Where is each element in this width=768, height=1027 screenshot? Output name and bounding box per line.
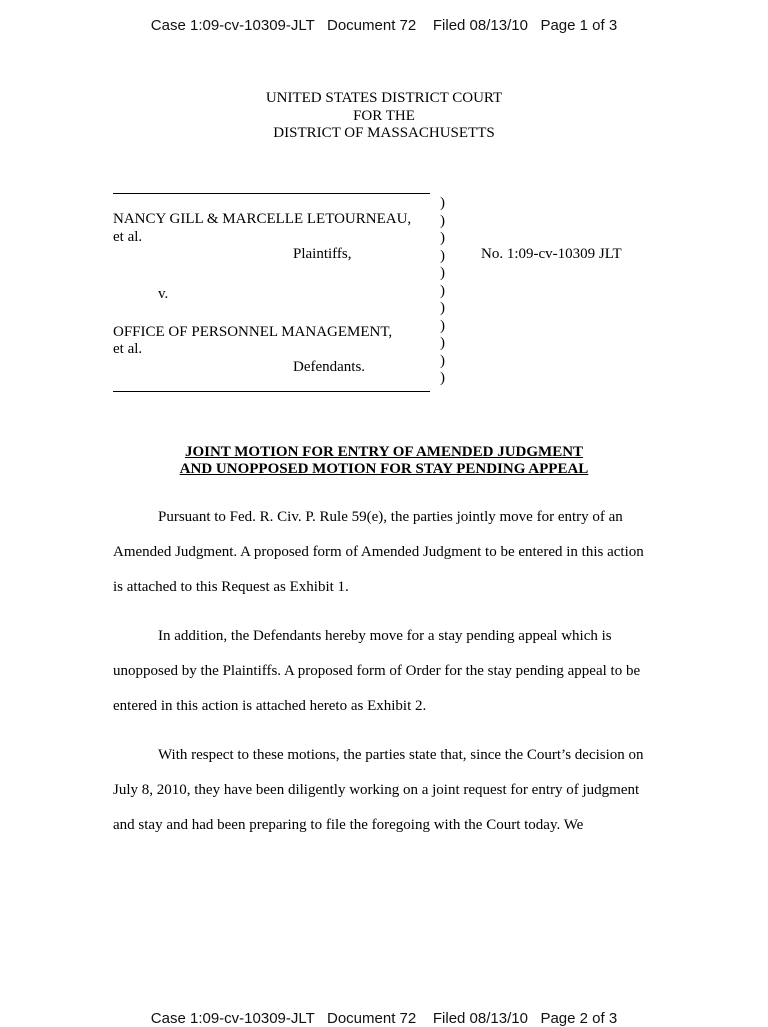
paragraph-line: With respect to these motions, the parties state that, since the Court’s decision on bbox=[158, 747, 644, 763]
paren: ) bbox=[440, 265, 445, 281]
versus: v. bbox=[158, 286, 169, 302]
paragraph-line: and stay and had been preparing to file the foregoing with the Court today. We bbox=[113, 817, 584, 833]
defendants-names: OFFICE OF PERSONNEL MANAGEMENT, bbox=[113, 324, 393, 340]
caption-bottom-rule bbox=[113, 391, 430, 392]
motion-title-line-2: AND UNOPPOSED MOTION FOR STAY PENDING APPEAL bbox=[179, 461, 589, 477]
plaintiffs-role: Plaintiffs, bbox=[293, 246, 352, 262]
paren: ) bbox=[440, 317, 445, 334]
paren: ) bbox=[440, 212, 445, 229]
paragraph-line: Amended Judgment. A proposed form of Amended Judgment to be entered in this action bbox=[113, 544, 644, 560]
plaintiffs-names: NANCY GILL & MARCELLE LETOURNEAU, bbox=[113, 211, 412, 227]
defendants-etal: et al. bbox=[113, 341, 143, 357]
paragraph-line: is attached to this Request as Exhibit 1. bbox=[113, 579, 349, 595]
motion-title-line-1: JOINT MOTION FOR ENTRY OF AMENDED JUDGMENT bbox=[184, 444, 584, 460]
next-page-header: Case 1:09-cv-10309-JLT Document 72 Filed 08/13/10 Page 2 of 3 bbox=[150, 1010, 618, 1027]
motion-title bbox=[0, 444, 768, 478]
defendants-role: Defendants. bbox=[293, 359, 366, 375]
caption-top-rule bbox=[113, 193, 430, 194]
case-number: No. 1:09-cv-10309 JLT bbox=[481, 246, 622, 262]
paragraph-line: unopposed by the Plaintiffs. A proposed form of Order for the stay pending appeal to be bbox=[113, 663, 641, 679]
paren: ) bbox=[440, 370, 445, 386]
paragraph-line: In addition, the Defendants hereby move for a stay pending appeal which is bbox=[158, 628, 612, 644]
paren: ) bbox=[440, 282, 445, 299]
paren: ) bbox=[440, 247, 445, 264]
paren: ) bbox=[440, 335, 445, 351]
paren: ) bbox=[440, 195, 445, 211]
paren: ) bbox=[440, 300, 445, 316]
court-caption-heading bbox=[0, 90, 768, 143]
court-name: UNITED STATES DISTRICT COURT bbox=[265, 90, 503, 106]
paren: ) bbox=[440, 230, 445, 246]
court-for-the: FOR THE bbox=[353, 107, 415, 124]
plaintiffs-etal: et al. bbox=[113, 229, 143, 245]
page-header: Case 1:09-cv-10309-JLT Document 72 Filed 08/13/10 Page 1 of 3 bbox=[150, 17, 618, 34]
paragraph-line: entered in this action is attached hereto as Exhibit 2. bbox=[113, 698, 427, 714]
caption-parenthesis-column bbox=[440, 195, 445, 388]
paragraph-line: Pursuant to Fed. R. Civ. P. Rule 59(e), the parties jointly move for entry of an bbox=[158, 509, 623, 525]
court-district: DISTRICT OF MASSACHUSETTS bbox=[273, 125, 495, 141]
paren: ) bbox=[440, 352, 445, 369]
paragraph-line: July 8, 2010, they have been diligently working on a joint request for entry of judgment bbox=[113, 782, 640, 798]
